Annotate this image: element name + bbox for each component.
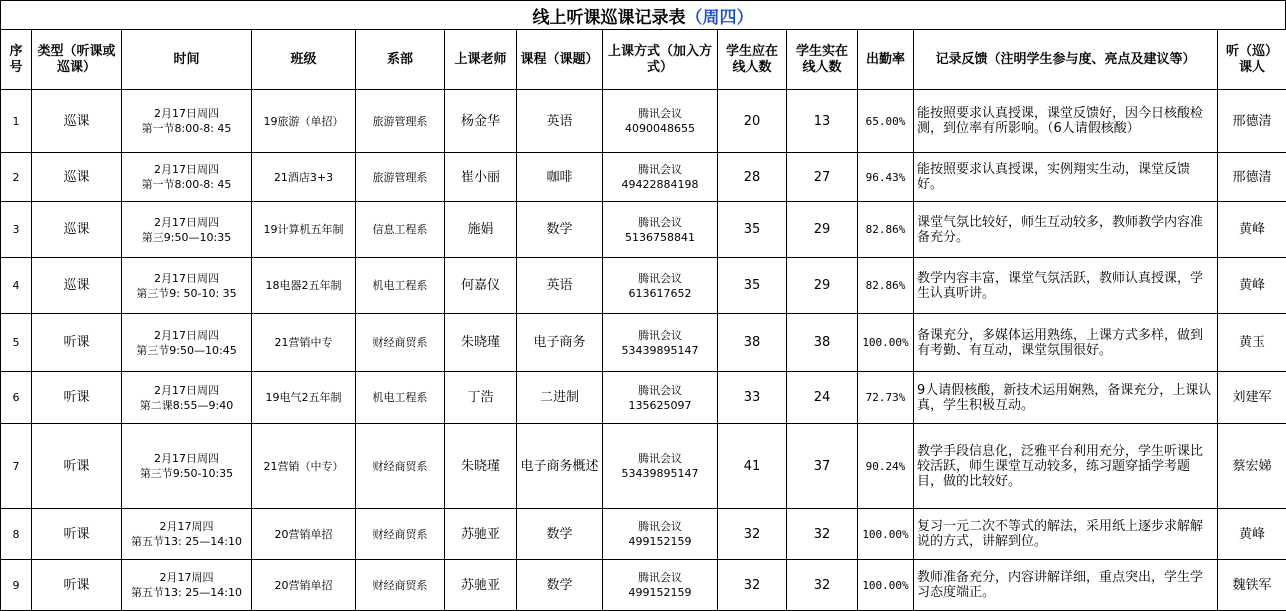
cell-method-text: 腾讯会议: [638, 272, 682, 285]
cell-observer-text: 邢德清: [1232, 170, 1271, 185]
cell-time: [122, 372, 252, 424]
cell-rate: [858, 202, 914, 258]
cell-feedback: [914, 202, 1218, 258]
header-no: 序号: [1, 30, 32, 90]
cell-time-text: 2月17周四: [160, 520, 214, 533]
cell-observer-text: 蔡宏娣: [1232, 459, 1271, 474]
cell-class-text: 21营销中专: [275, 336, 333, 349]
table-row: [1, 372, 1286, 424]
cell-rate-text: 100.00%: [862, 528, 908, 541]
cell-dept: [356, 202, 445, 258]
cell-type: [32, 314, 122, 372]
cell-observer: [1218, 509, 1286, 560]
cell-method: [603, 153, 718, 202]
cell-feedback-text: 复习一元二次不等式的解法，采用纸上逐步求解解说的方式，讲解到位。: [917, 519, 1203, 549]
cell-expected: [718, 509, 787, 560]
table-row: [1, 258, 1286, 314]
cell-method-text: 腾讯会议: [638, 571, 682, 584]
cell-time-text: 第一节8:00-8: 45: [142, 178, 232, 191]
cell-time-text: 2月17周四: [160, 571, 214, 584]
cell-no: [1, 314, 32, 372]
cell-course-text: 咖啡: [546, 170, 572, 185]
cell-actual-text: 32: [814, 578, 831, 593]
cell-dept-text: 财经商贸系: [373, 460, 428, 473]
cell-observer: [1218, 258, 1286, 314]
table-title: [0, 0, 1286, 29]
title-day: （周四）: [686, 3, 754, 28]
cell-observer-text: 刘建军: [1232, 390, 1271, 405]
cell-rate-text: 100.00%: [862, 336, 908, 349]
cell-no-text: 2: [13, 171, 20, 184]
cell-type: [32, 202, 122, 258]
cell-teacher-text: 苏驰亚: [461, 578, 500, 593]
cell-teacher: [445, 314, 517, 372]
cell-no: [1, 372, 32, 424]
cell-no-text: 4: [13, 279, 20, 292]
cell-rate: [858, 258, 914, 314]
cell-type-text: 巡课: [63, 114, 89, 129]
cell-class-text: 19旅游（单招）: [264, 115, 344, 128]
table-row: [1, 509, 1286, 560]
header-class: 班级: [252, 30, 356, 90]
cell-dept: [356, 258, 445, 314]
header-time: 时间: [122, 30, 252, 90]
cell-feedback: [914, 424, 1218, 509]
cell-method-text: 49422884198: [622, 178, 699, 191]
cell-no: [1, 560, 32, 611]
cell-observer-text: 邢德清: [1232, 114, 1271, 129]
cell-method-text: 5136758841: [625, 231, 695, 244]
cell-rate: [858, 90, 914, 153]
cell-expected: [718, 560, 787, 611]
cell-no: [1, 424, 32, 509]
cell-class: [252, 153, 356, 202]
cell-dept: [356, 314, 445, 372]
cell-teacher-text: 朱晓瑾: [461, 459, 500, 474]
cell-observer: [1218, 560, 1286, 611]
table-row: [1, 560, 1286, 611]
cell-expected-text: 32: [744, 578, 761, 593]
cell-no: [1, 153, 32, 202]
cell-dept-text: 信息工程系: [373, 223, 428, 236]
cell-feedback: [914, 258, 1218, 314]
cell-time-text: 2月17日周四: [154, 272, 219, 285]
cell-method: [603, 202, 718, 258]
cell-method: [603, 258, 718, 314]
cell-class: [252, 509, 356, 560]
cell-actual-text: 29: [814, 222, 831, 237]
cell-rate: [858, 314, 914, 372]
cell-dept: [356, 509, 445, 560]
cell-no-text: 5: [13, 336, 20, 349]
cell-teacher-text: 朱晓瑾: [461, 335, 500, 350]
cell-course-text: 二进制: [540, 390, 579, 405]
cell-expected: [718, 202, 787, 258]
cell-course: [517, 258, 603, 314]
cell-method-text: 499152159: [629, 586, 692, 599]
cell-teacher-text: 苏驰亚: [461, 527, 500, 542]
cell-expected: [718, 258, 787, 314]
cell-observer: [1218, 424, 1286, 509]
cell-class: [252, 90, 356, 153]
cell-dept: [356, 560, 445, 611]
table-row: [1, 424, 1286, 509]
cell-observer: [1218, 314, 1286, 372]
cell-feedback-text: 课堂气氛比较好，师生互动较多，教师教学内容准备充分。: [917, 215, 1203, 245]
cell-actual-text: 13: [814, 114, 831, 129]
cell-time: [122, 258, 252, 314]
header-dept: 系部: [356, 30, 445, 90]
cell-method-text: 腾讯会议: [638, 329, 682, 342]
cell-expected: [718, 314, 787, 372]
cell-dept: [356, 372, 445, 424]
cell-rate: [858, 372, 914, 424]
cell-no-text: 9: [13, 579, 20, 592]
header-rate: 出勤率: [858, 30, 914, 90]
cell-time-text: 2月17日周四: [154, 384, 219, 397]
table-row: [1, 202, 1286, 258]
cell-type-text: 巡课: [63, 278, 89, 293]
cell-class-text: 19电气2五年制: [266, 391, 342, 404]
cell-expected-text: 35: [744, 222, 761, 237]
cell-no: [1, 90, 32, 153]
cell-type: [32, 372, 122, 424]
cell-teacher-text: 杨金华: [461, 114, 500, 129]
cell-course: [517, 424, 603, 509]
cell-method-text: 腾讯会议: [638, 107, 682, 120]
cell-time-text: 第三节9: 50-10: 35: [136, 287, 236, 300]
cell-time-text: 第三9:50—10:35: [142, 231, 231, 244]
cell-teacher-text: 崔小丽: [461, 170, 500, 185]
table-row: [1, 90, 1286, 153]
cell-type-text: 巡课: [63, 170, 89, 185]
cell-class-text: 21营销（中专）: [264, 460, 344, 473]
cell-rate-text: 82.86%: [866, 279, 906, 292]
header-observer: 听（巡）课人: [1218, 30, 1286, 90]
cell-course: [517, 153, 603, 202]
cell-time: [122, 153, 252, 202]
cell-no-text: 6: [13, 391, 20, 404]
cell-teacher-text: 施娟: [467, 222, 493, 237]
cell-dept: [356, 90, 445, 153]
cell-time: [122, 424, 252, 509]
cell-rate-text: 100.00%: [862, 579, 908, 592]
cell-time: [122, 202, 252, 258]
cell-feedback-text: 教学手段信息化，泛雅平台利用充分，学生听课比较活跃，师生课堂互动较多，练习题穿插学考题目，做的比较好。: [917, 444, 1203, 489]
cell-feedback-text: 备课充分，多媒体运用熟练，上课方式多样，做到有考勤、有互动，课堂氛围很好。: [917, 328, 1203, 358]
cell-type-text: 巡课: [63, 222, 89, 237]
cell-expected: [718, 90, 787, 153]
cell-feedback-text: 教学内容丰富，课堂气氛活跃，教师认真授课，学生认真听讲。: [917, 271, 1203, 301]
cell-actual: [787, 372, 858, 424]
cell-rate-text: 96.43%: [866, 171, 906, 184]
cell-class-text: 20营销单招: [275, 528, 333, 541]
cell-course-text: 数学: [546, 222, 572, 237]
cell-feedback: [914, 90, 1218, 153]
cell-feedback: [914, 372, 1218, 424]
cell-class-text: 20营销单招: [275, 579, 333, 592]
cell-actual: [787, 258, 858, 314]
cell-expected-text: 20: [744, 114, 761, 129]
table-row: [1, 314, 1286, 372]
cell-type: [32, 90, 122, 153]
cell-no-text: 7: [13, 460, 20, 473]
header-type: 类型（听课或巡课）: [32, 30, 122, 90]
cell-teacher: [445, 258, 517, 314]
cell-class-text: 18电器2五年制: [266, 279, 342, 292]
cell-actual-text: 32: [814, 527, 831, 542]
cell-observer-text: 黄峰: [1239, 527, 1265, 542]
cell-method-text: 53439895147: [622, 344, 699, 357]
cell-no: [1, 258, 32, 314]
cell-expected-text: 28: [744, 170, 761, 185]
cell-no: [1, 202, 32, 258]
cell-time: [122, 314, 252, 372]
cell-course: [517, 560, 603, 611]
cell-type-text: 听课: [63, 527, 89, 542]
cell-dept-text: 机电工程系: [373, 279, 428, 292]
cell-teacher: [445, 560, 517, 611]
cell-feedback-text: 能按照要求认真授课，实例翔实生动，课堂反馈好。: [917, 162, 1190, 192]
cell-method-text: 腾讯会议: [638, 520, 682, 533]
header-row: [1, 30, 1286, 90]
cell-time-text: 第一节8:00-8: 45: [142, 122, 232, 135]
cell-method-text: 腾讯会议: [638, 216, 682, 229]
cell-course: [517, 314, 603, 372]
cell-method: [603, 424, 718, 509]
cell-teacher: [445, 509, 517, 560]
cell-method-text: 135625097: [629, 399, 692, 412]
cell-no-text: 3: [13, 223, 20, 236]
cell-actual: [787, 314, 858, 372]
cell-observer-text: 魏铁军: [1232, 578, 1271, 593]
header-actual: 学生实在线人数: [787, 30, 858, 90]
cell-expected-text: 35: [744, 278, 761, 293]
cell-class: [252, 560, 356, 611]
cell-observer: [1218, 202, 1286, 258]
cell-method: [603, 509, 718, 560]
cell-teacher: [445, 424, 517, 509]
cell-method: [603, 90, 718, 153]
cell-observer: [1218, 153, 1286, 202]
cell-time-text: 2月17日周四: [154, 452, 219, 465]
cell-method: [603, 314, 718, 372]
header-expected: 学生应在线人数: [718, 30, 787, 90]
cell-expected: [718, 153, 787, 202]
cell-time-text: 第五节13: 25—14:10: [131, 586, 242, 599]
cell-type: [32, 424, 122, 509]
cell-rate: [858, 560, 914, 611]
cell-course-text: 英语: [546, 114, 572, 129]
cell-dept-text: 财经商贸系: [373, 579, 428, 592]
cell-actual-text: 38: [814, 335, 831, 350]
cell-actual: [787, 560, 858, 611]
cell-method-text: 499152159: [629, 535, 692, 548]
cell-observer-text: 黄玉: [1239, 335, 1265, 350]
cell-feedback-text: 9人请假核酸，新技术运用娴熟，备课充分，上课认真，学生积极互动。: [917, 383, 1211, 413]
cell-class: [252, 372, 356, 424]
cell-expected: [718, 424, 787, 509]
cell-no-text: 1: [13, 115, 20, 128]
record-table: [0, 29, 1286, 611]
cell-course: [517, 202, 603, 258]
cell-expected-text: 33: [744, 390, 761, 405]
cell-dept-text: 旅游管理系: [373, 115, 428, 128]
cell-feedback: [914, 509, 1218, 560]
cell-course-text: 电子商务概述: [520, 459, 598, 474]
cell-observer: [1218, 372, 1286, 424]
cell-class-text: 21酒店3+3: [274, 171, 333, 184]
cell-actual-text: 29: [814, 278, 831, 293]
cell-dept-text: 机电工程系: [373, 391, 428, 404]
cell-teacher: [445, 153, 517, 202]
cell-actual: [787, 90, 858, 153]
cell-class: [252, 258, 356, 314]
cell-time-text: 第二课8:55—9:40: [140, 399, 233, 412]
title-main: 线上听课巡课记录表: [533, 3, 686, 28]
cell-teacher: [445, 202, 517, 258]
cell-time: [122, 560, 252, 611]
cell-actual-text: 27: [814, 170, 831, 185]
cell-class: [252, 314, 356, 372]
cell-rate-text: 72.73%: [866, 391, 906, 404]
cell-type: [32, 509, 122, 560]
header-feedback: 记录反馈（注明学生参与度、亮点及建议等）: [914, 30, 1218, 90]
cell-class: [252, 424, 356, 509]
header-method: 上课方式（加入方式）: [603, 30, 718, 90]
cell-type: [32, 560, 122, 611]
cell-dept-text: 财经商贸系: [373, 528, 428, 541]
cell-expected-text: 41: [744, 459, 761, 474]
cell-actual-text: 24: [814, 390, 831, 405]
cell-observer: [1218, 90, 1286, 153]
cell-course: [517, 509, 603, 560]
cell-actual: [787, 153, 858, 202]
cell-method: [603, 560, 718, 611]
cell-time-text: 第三节9:50—10:45: [136, 344, 236, 357]
cell-class-text: 19计算机五年制: [264, 223, 344, 236]
cell-rate: [858, 153, 914, 202]
cell-expected-text: 32: [744, 527, 761, 542]
cell-course-text: 电子商务: [533, 335, 585, 350]
cell-expected: [718, 372, 787, 424]
cell-class: [252, 202, 356, 258]
cell-teacher-text: 何嘉仪: [461, 278, 500, 293]
cell-method-text: 53439895147: [622, 467, 699, 480]
cell-feedback-text: 教师准备充分，内容讲解详细，重点突出，学生学习态度端正。: [917, 570, 1203, 600]
header-course: 课程（课题）: [517, 30, 603, 90]
cell-feedback: [914, 314, 1218, 372]
cell-observer-text: 黄峰: [1239, 222, 1265, 237]
cell-time-text: 第五节13: 25—14:10: [131, 535, 242, 548]
cell-type: [32, 153, 122, 202]
cell-type-text: 听课: [63, 390, 89, 405]
cell-feedback: [914, 153, 1218, 202]
cell-feedback: [914, 560, 1218, 611]
cell-rate-text: 65.00%: [866, 115, 906, 128]
cell-teacher: [445, 90, 517, 153]
cell-dept-text: 财经商贸系: [373, 336, 428, 349]
cell-rate: [858, 509, 914, 560]
cell-rate: [858, 424, 914, 509]
cell-method: [603, 372, 718, 424]
cell-method-text: 613617652: [629, 287, 692, 300]
cell-method-text: 腾讯会议: [638, 163, 682, 176]
cell-actual-text: 37: [814, 459, 831, 474]
cell-actual: [787, 424, 858, 509]
cell-time: [122, 90, 252, 153]
cell-actual: [787, 509, 858, 560]
header-teacher: 上课老师: [445, 30, 517, 90]
cell-expected-text: 38: [744, 335, 761, 350]
cell-course: [517, 90, 603, 153]
cell-rate-text: 90.24%: [866, 460, 906, 473]
cell-type-text: 听课: [63, 578, 89, 593]
cell-time-text: 2月17日周四: [154, 163, 219, 176]
cell-type-text: 听课: [63, 459, 89, 474]
cell-time-text: 第三节9:50-10:35: [140, 467, 233, 480]
cell-method-text: 腾讯会议: [638, 384, 682, 397]
cell-course: [517, 372, 603, 424]
cell-no: [1, 509, 32, 560]
cell-observer-text: 黄峰: [1239, 278, 1265, 293]
cell-type: [32, 258, 122, 314]
cell-course-text: 数学: [546, 578, 572, 593]
cell-method-text: 腾讯会议: [638, 452, 682, 465]
cell-actual: [787, 202, 858, 258]
table-row: [1, 153, 1286, 202]
cell-rate-text: 82.86%: [866, 223, 906, 236]
cell-teacher-text: 丁浩: [467, 390, 493, 405]
cell-method-text: 4090048655: [625, 122, 695, 135]
cell-dept-text: 旅游管理系: [373, 171, 428, 184]
cell-time-text: 2月17日周四: [154, 107, 219, 120]
cell-course-text: 英语: [546, 278, 572, 293]
cell-time-text: 2月17日周四: [154, 329, 219, 342]
cell-type-text: 听课: [63, 335, 89, 350]
cell-dept: [356, 153, 445, 202]
cell-teacher: [445, 372, 517, 424]
cell-dept: [356, 424, 445, 509]
cell-feedback-text: 能按照要求认真授课，课堂反馈好，因今日核酸检测，到位率有所影响。（6人请假核酸）: [917, 106, 1203, 136]
cell-time: [122, 509, 252, 560]
cell-course-text: 数学: [546, 527, 572, 542]
cell-no-text: 8: [13, 528, 20, 541]
cell-time-text: 2月17日周四: [154, 216, 219, 229]
